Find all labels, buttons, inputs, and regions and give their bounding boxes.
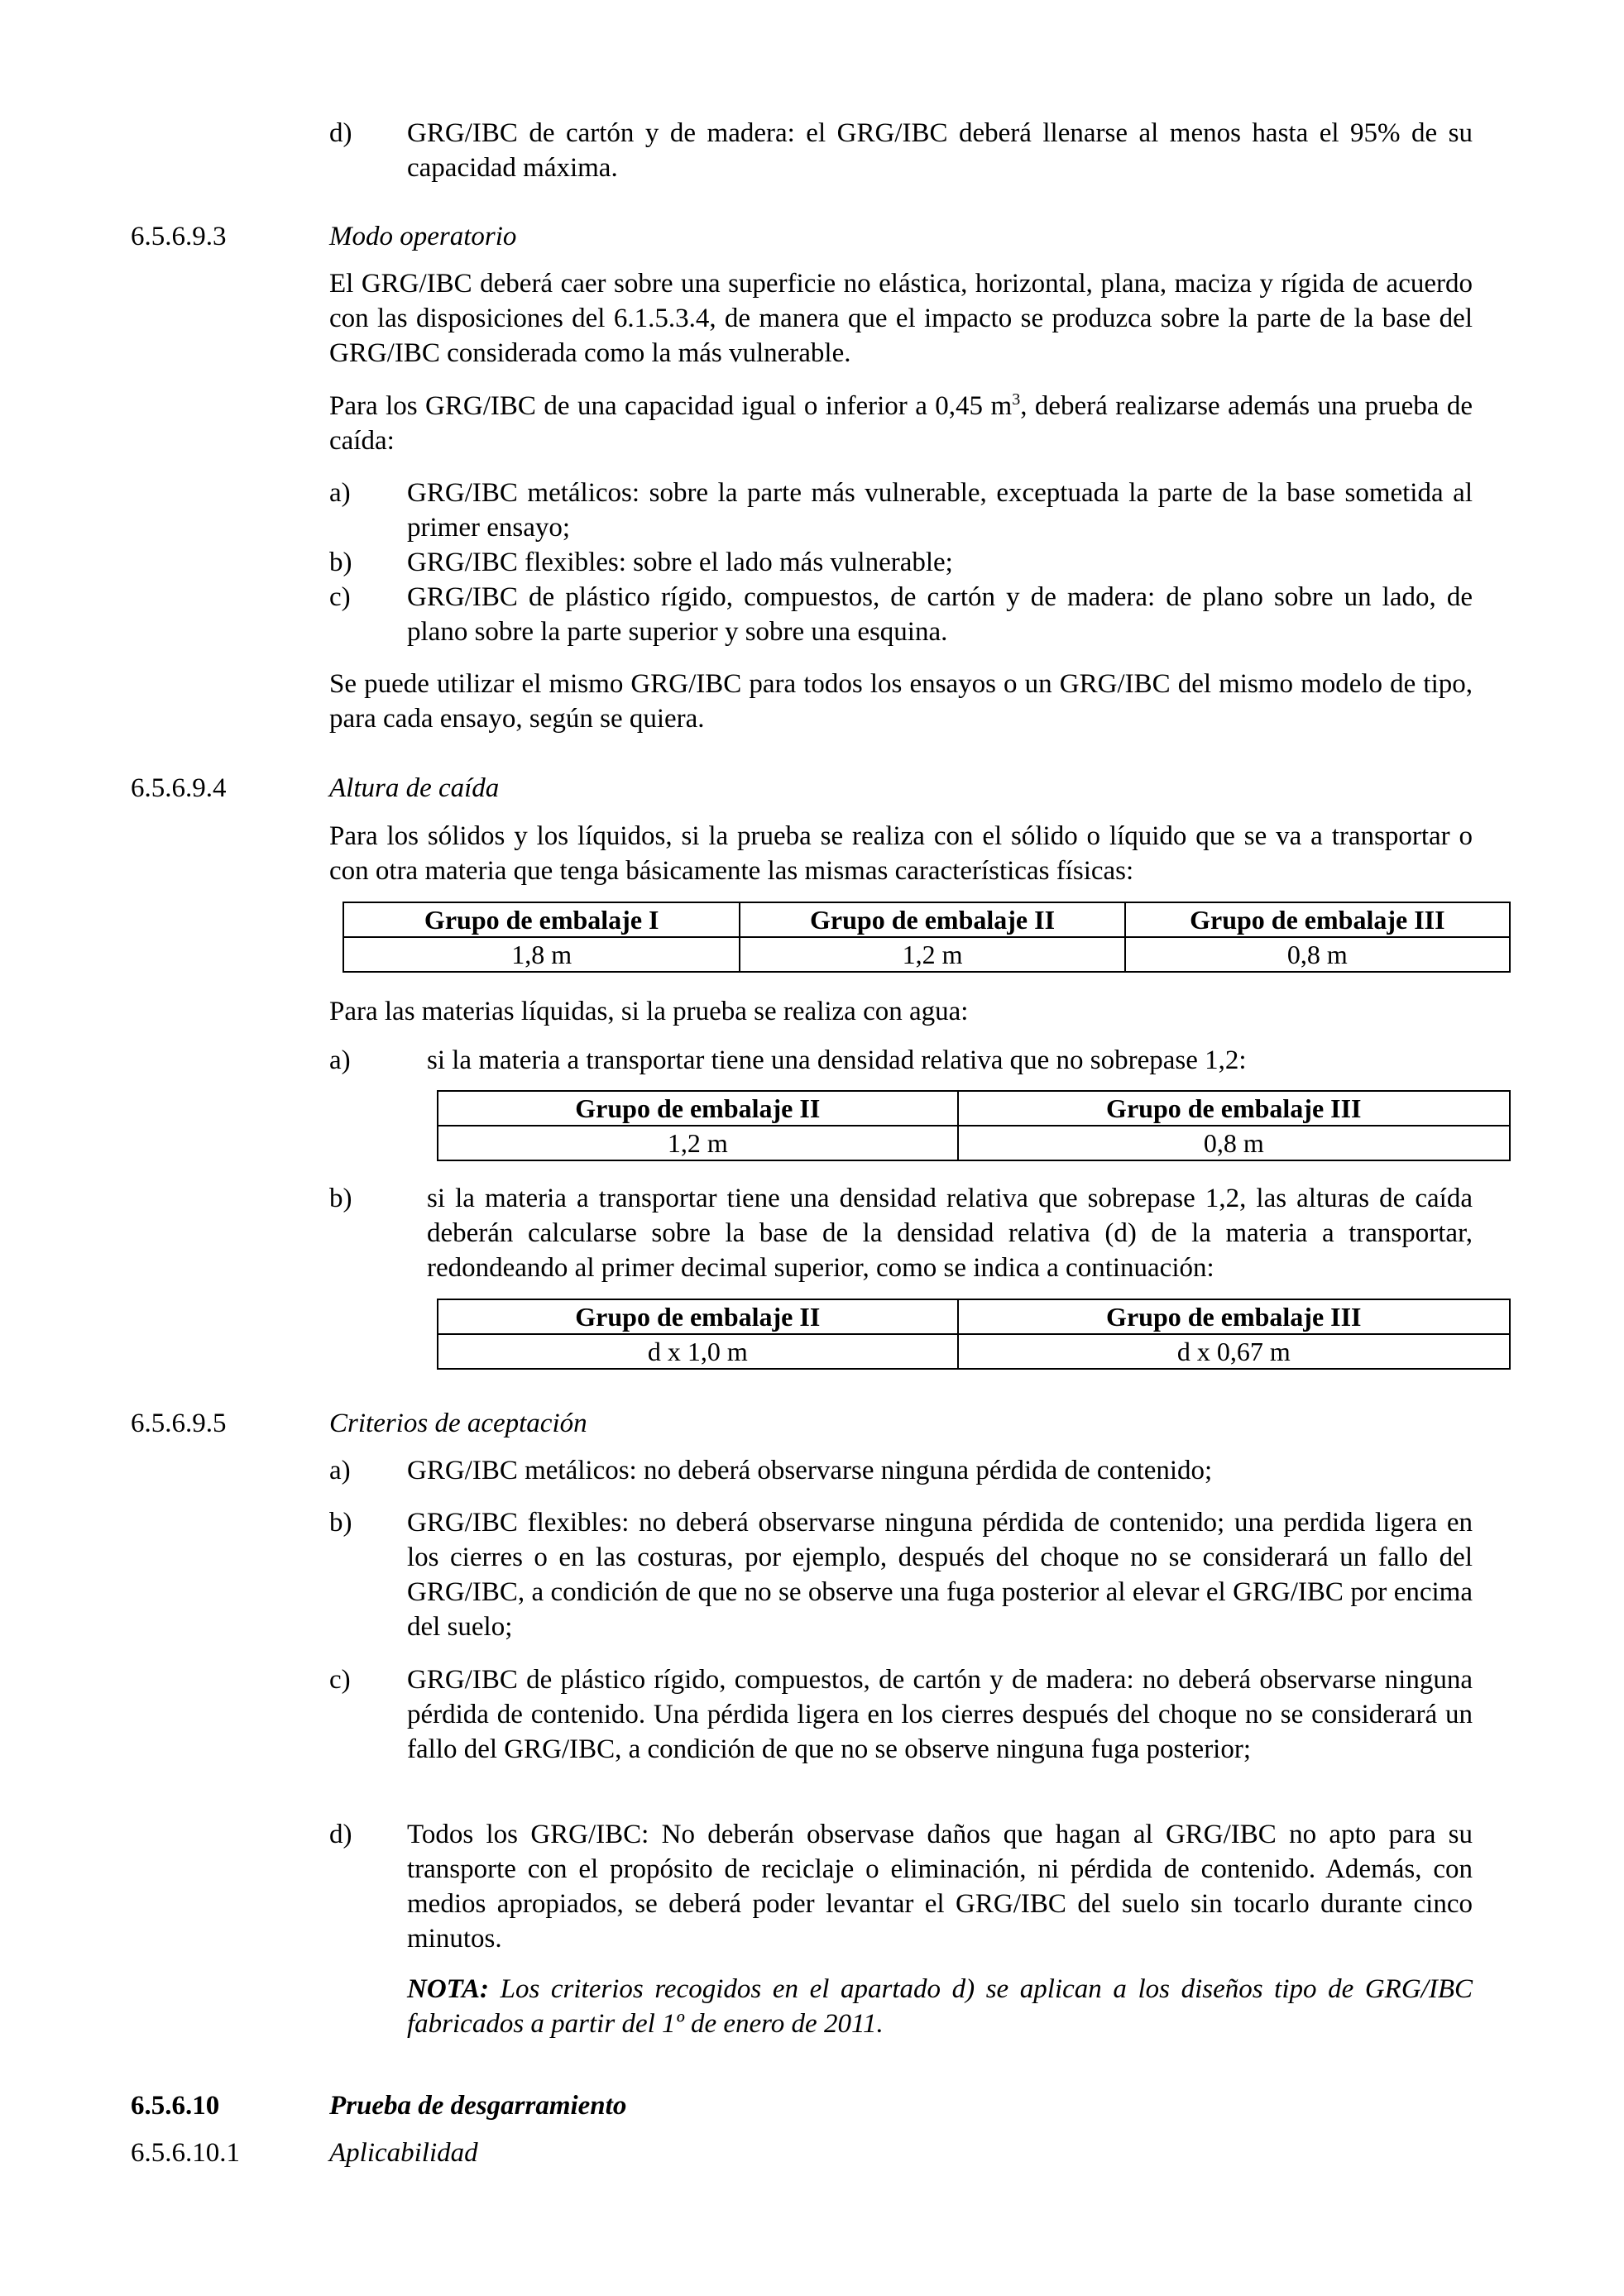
item-label: a)	[329, 478, 351, 508]
paragraph: El GRG/IBC deberá caer sobre una superficie no elástica, horizontal, plana, maciza y rígida de acuerdo con las disposiciones del 6.1.5.3.4, de manera que el impacto se produzca sobre la parte de la base del GRG/IBC considerada como la más vulnerable.	[329, 269, 1473, 368]
section-number: 6.5.6.10	[131, 2091, 220, 2121]
item-label: d)	[329, 1820, 352, 1849]
table-header: Grupo de embalaje III	[1125, 902, 1510, 937]
superscript: 3	[1012, 390, 1021, 409]
note-text: Los criterios recogidos en el apartado d) se aplican a los diseños tipo de GRG/IBC fabricados a partir del 1º de enero de 2011.	[407, 1974, 1473, 2039]
item-text: GRG/IBC flexibles: no deberá observarse ninguna pérdida de contenido; una perdida ligera en los cierres o en las costuras, por ejemplo, después del choque no se considerará un fallo del GRG/IBC, a condición de que no se observe una fuga posterior al elevar el GRG/IBC por encima del suelo;	[407, 1508, 1473, 1642]
table-header: Grupo de embalaje II	[438, 1299, 958, 1334]
item-label: d)	[329, 118, 352, 148]
item-label: a)	[329, 1456, 351, 1485]
table-cell: d x 0,67 m	[958, 1334, 1510, 1369]
paragraph: Para los sólidos y los líquidos, si la prueba se realiza con el sólido o líquido que se va a transportar o con otra materia que tenga básicamente las mismas características físicas:	[329, 821, 1473, 886]
item-text: GRG/IBC metálicos: sobre la parte más vulnerable, exceptuada la parte de la base sometida al primer ensayo;	[407, 478, 1473, 543]
table-cell: d x 1,0 m	[438, 1334, 958, 1369]
item-label: c)	[329, 582, 351, 612]
table-header: Grupo de embalaje II	[740, 902, 1124, 937]
item-text: GRG/IBC de plástico rígido, compuestos, de cartón y de madera: no deberá observarse ninguna pérdida de contenido. Una pérdida ligera en los cierres después del choque no se considerará un fallo del GRG/IBC, a condición de que no se observe ninguna fuga posterior;	[407, 1665, 1473, 1764]
table-header: Grupo de embalaje II	[438, 1091, 958, 1126]
section-title: Prueba de desgarramiento	[329, 2091, 627, 2121]
item-text: GRG/IBC metálicos: no deberá observarse ninguna pérdida de contenido;	[407, 1456, 1213, 1485]
item-text: GRG/IBC de cartón y de madera: el GRG/IBC deberá llenarse al menos hasta el 95% de su capacidad máxima.	[407, 118, 1473, 183]
table-cell: 0,8 m	[958, 1126, 1510, 1160]
item-label: b)	[329, 548, 352, 577]
drop-height-table	[343, 902, 1511, 973]
item-label: a)	[329, 1045, 351, 1075]
table-header: Grupo de embalaje I	[343, 902, 740, 937]
paragraph	[329, 389, 1473, 458]
section-title: Altura de caída	[329, 773, 500, 803]
section-title: Modo operatorio	[329, 222, 517, 251]
item-label: c)	[329, 1665, 351, 1695]
table-cell: 1,2 m	[740, 937, 1124, 972]
section-title: Criterios de aceptación	[329, 1409, 587, 1438]
section-number: 6.5.6.10.1	[131, 2138, 240, 2168]
drop-height-table-high-density	[437, 1299, 1511, 1370]
drop-height-table-low-density	[437, 1090, 1511, 1161]
note-label: NOTA:	[407, 1974, 489, 2004]
note	[407, 1972, 1473, 2041]
section-title: Aplicabilidad	[329, 2138, 478, 2168]
table-header: Grupo de embalaje III	[958, 1091, 1510, 1126]
paragraph: Para las materias líquidas, si la prueba se realiza con agua:	[329, 997, 969, 1026]
section-number: 6.5.6.9.4	[131, 773, 227, 803]
section-number: 6.5.6.9.3	[131, 222, 227, 251]
table-header: Grupo de embalaje III	[958, 1299, 1510, 1334]
section-number: 6.5.6.9.5	[131, 1409, 227, 1438]
paragraph-text: , deberá realizarse además una prueba de caída:	[329, 391, 1473, 456]
item-text: GRG/IBC de plástico rígido, compuestos, de cartón y de madera: de plano sobre un lado, de plano sobre la parte superior y sobre una esquina.	[407, 582, 1473, 647]
paragraph-text: Para los GRG/IBC de una capacidad igual o inferior a 0,45 m	[329, 391, 1013, 421]
paragraph: Se puede utilizar el mismo GRG/IBC para todos los ensayos o un GRG/IBC del mismo modelo de tipo, para cada ensayo, según se quiera.	[329, 669, 1473, 734]
item-label: b)	[329, 1184, 352, 1213]
table-cell: 1,8 m	[343, 937, 740, 972]
table-cell: 1,2 m	[438, 1126, 958, 1160]
item-label: b)	[329, 1508, 352, 1538]
item-text: si la materia a transportar tiene una densidad relativa que no sobrepase 1,2:	[427, 1045, 1247, 1075]
table-cell: 0,8 m	[1125, 937, 1510, 972]
item-text: GRG/IBC flexibles: sobre el lado más vulnerable;	[407, 548, 953, 577]
item-text: Todos los GRG/IBC: No deberán observase daños que hagan al GRG/IBC no apto para su transporte con el propósito de reciclaje o eliminación, ni pérdida de contenido. Además, con medios apropiados, se deberá poder levantar el GRG/IBC del suelo sin tocarlo durante cinco minutos.	[407, 1820, 1473, 1954]
item-text: si la materia a transportar tiene una densidad relativa que sobrepase 1,2, las alturas de caída deberán calcularse sobre la base de la densidad relativa (d) de la materia a transportar, redondeando al primer decimal superior, como se indica a continuación:	[427, 1184, 1473, 1283]
